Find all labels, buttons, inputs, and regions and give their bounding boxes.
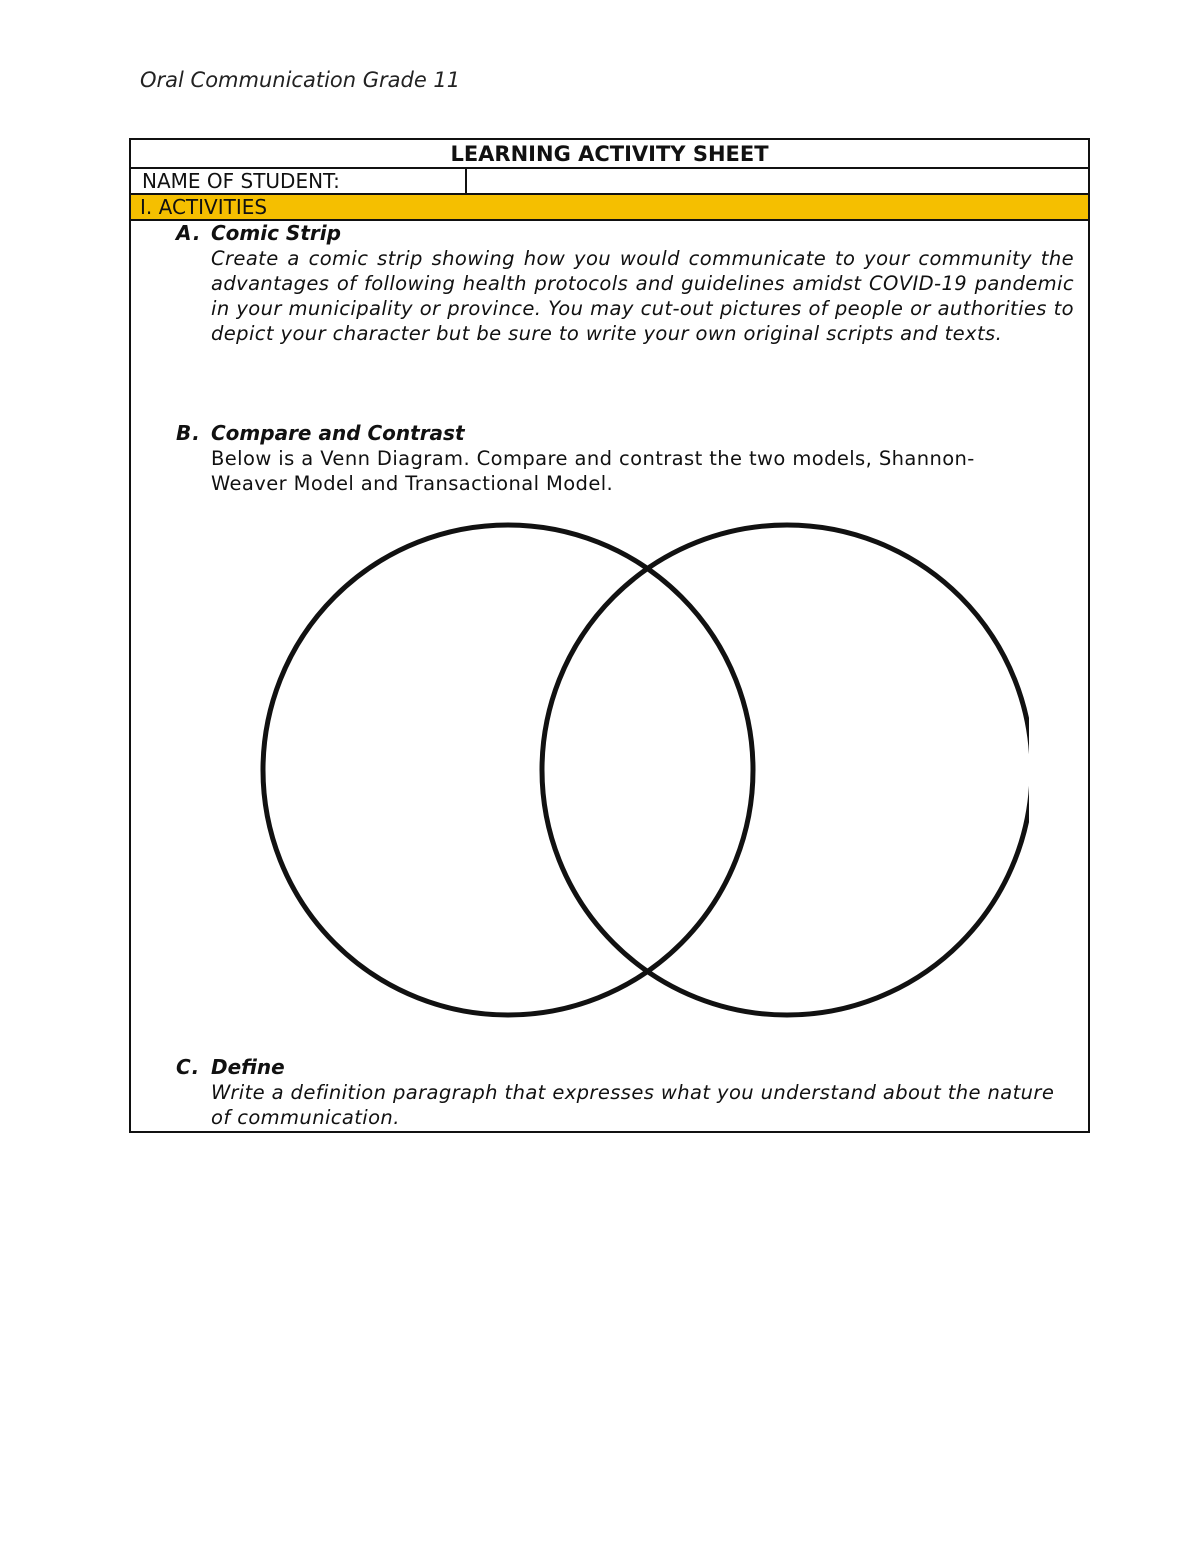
venn-diagram <box>249 514 1029 1044</box>
activity-a-letter: A. <box>176 221 202 245</box>
learning-activity-sheet <box>129 138 1090 1133</box>
activities-content <box>131 221 1088 1131</box>
activity-c-instructions: Write a definition paragraph that expresses what you understand about the nature of communication. <box>211 1081 1055 1129</box>
activity-a-heading <box>176 221 341 246</box>
activities-section-heading: I. ACTIVITIES <box>131 195 1088 221</box>
activity-c-heading <box>176 1055 285 1080</box>
student-name-field[interactable] <box>469 169 1088 193</box>
activity-b-letter: B. <box>176 421 201 445</box>
student-name-label: NAME OF STUDENT: <box>131 169 467 193</box>
venn-circle-left <box>263 525 753 1015</box>
student-name-row <box>131 169 1088 195</box>
running-header-title: Oral Communication Grade 11 <box>140 68 461 92</box>
activity-c-title: Define <box>211 1055 285 1079</box>
activity-b-instructions-line-2: Weaver Model and Transactional Model. <box>211 472 614 495</box>
activity-c-letter: C. <box>176 1055 201 1079</box>
sheet-title: LEARNING ACTIVITY SHEET <box>131 140 1088 169</box>
activity-b-title: Compare and Contrast <box>211 421 465 445</box>
activity-a-instructions: Create a comic strip showing how you would communicate to your community the advantages of following health protocols and guidelines amidst COVID-19 pandemic in your municipality or province. You may cut-out pictures of people or authorities to depict your character but be sure to write your own original scripts and texts. <box>211 247 1074 345</box>
activity-a-title: Comic Strip <box>211 221 341 245</box>
activity-b-heading <box>176 421 465 446</box>
activity-b-instructions-line-1: Below is a Venn Diagram. Compare and contrast the two models, Shannon- <box>211 447 975 470</box>
venn-circle-right <box>542 525 1029 1015</box>
